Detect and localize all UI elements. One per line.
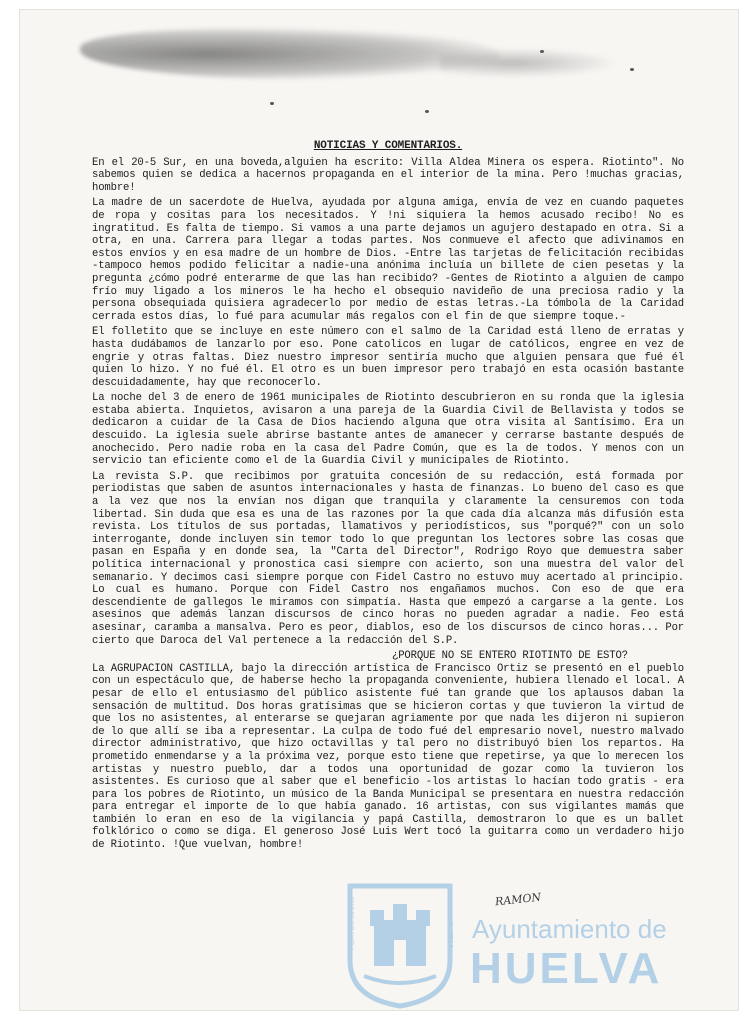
paragraph-errata: El folletito que se incluye en este número con el salmo de la Caridad está lleno de erratas y hasta dudábamos de lanzarlo por eso. Pone catolicos en lugar de católicos, engree en vez de engrie y otras faltas. Diez nuestro impresor sentiría mucho que alguien pensara que fué él quien lo hizo. Y no fué él. El otro es un buen impresor pero trabajó en esta ocasión bastante descuidadamente, hay que reconocerlo.	[92, 326, 684, 389]
document-title: NOTICIAS Y COMENTARIOS.	[313, 140, 463, 152]
shield-motto-right: CUSTODIA	[446, 920, 453, 957]
ayuntamiento-watermark	[340, 880, 700, 1010]
handwritten-signature: RAMON	[494, 890, 542, 909]
ink-speck	[540, 50, 544, 53]
document-body	[92, 140, 684, 855]
watermark-line1: Ayuntamiento de	[472, 914, 667, 944]
ink-smudge-top	[80, 28, 500, 80]
paragraph-agrupacion-castilla: La AGRUPACION CASTILLA, bajo la dirección artística de Francisco Ortiz se presentó en el pueblo con un espectáculo que, de haberse hecho la propaganda conveniente, hubiera llenado el local. A pesar de ello el entusiasmo del público asistente fué tan grande que los aplausos daban la sensación de multitud. Dos horas gratísimas que se hicieron cortas y que tuvieron la virtud de que los no asistentes, al enterarse se quejaran agriamente por que nada les dijeron ni supieron de lo que allí se iba a representar. La culpa de todo fué del empresario novel, nuestro malvado director administrativo, que hizo octavillas y tal pero no distribuyó bien los repartos. Ha prometido enmendarse y a la próxima vez, porque esto tiene que repetirse, ya que lo merecen los artistas y nuestro pueblo, dar a todos una oportunidad de gozar como la tuvieron los asistentes. Es curioso que al saber que el beneficio -los artistas lo hacían todo gratis - era para los pobres de Riotinto, un músico de la Banda Municipal se presentara en nuestra redacción para entregar el importe de lo que había ganado. 16 artistas, con sus vigilantes mamás que también lo eran en eso de la vigilancia y papá Castilla, demostraron lo que es un ballet folklórico o como se diga. El generoso José Luis Wert tocó la guitarra como un verdadero hijo de Riotinto. !Que vuelvan, hombre!	[92, 662, 684, 852]
huelva-shield-icon	[340, 880, 460, 1010]
paragraph-graffiti: En el 20-5 Sur, en una boveda,alguien ha escrito: Villa Aldea Minera os espera. Riotinto". No sabemos quien se dedica a hacernos propaganda en el interior de la mina. Pero !muchas gracias, hombre!	[92, 156, 684, 194]
ink-speck	[630, 68, 634, 71]
watermark-line2: HUELVA	[470, 944, 663, 993]
ink-speck	[270, 102, 274, 105]
section-subheading: ¿PORQUE NO SE ENTERO RIOTINTO DE ESTO?	[392, 650, 628, 663]
shield-motto-left: PORTUS MARIS	[349, 896, 356, 950]
ink-speck	[425, 110, 429, 113]
ink-smudge-secondary	[440, 48, 620, 78]
paragraph-donations: La madre de un sacerdote de Huelva, ayudada por alguna amiga, envía de vez en cuando paquetes de ropa y cositas para los necesitados. Y !ni siquiera la hemos acusado recibo! No es ingratitud. Es falta de tiempo. Si vamos a una parte dejamos un agujero destapado en otra. Si a otra, en una. Carrera para llegar a todas partes. Nos conmueve el afecto que adivinamos en estos envíos y en esa madre de un hombre de Dios. -Entre las tarjetas de felicitación recibidas -tampoco hemos podido felicitar a nadie-una anónima incluía un billete de cien pesetas y la pregunta ¿cómo podré enterarme de que las han recibido? -Gentes de Riotinto a alguien de campo frío muy ligado a los mineros le ha hecho el obsequio navideño de una preciosa radio y la persona obsequiada quisiera agradecerlo por medio de estas letras.-La tómbola de la Caridad cerrada estos días, lo fué para acumular más regalos con el fin de que siempre toque.-	[92, 197, 684, 323]
paragraph-sp-magazine: La revista S.P. que recibimos por gratuita concesión de su redacción, está formada por periodistas que saben de asuntos internacionales y hasta de finanzas. Lo bueno del caso es que a la vez que nos la envían nos digan que tranquila y claramente la censuremos con toda libertad. Sin duda que esa es una de las razones por la que cada día alcanza más difusión esta revista. Los títulos de sus portadas, llamativos y periodísticos, sus "porqué?" con un solo interrogante, donde incluyen sin temor todo lo que preguntan los lectores sobre las cosas que pasan en España y en donde sea, la "Carta del Director", Rodrigo Royo que demuestra saber política internacional y pronostica casi siempre con acierto, son una muestra del valor del semanario. Y decimos casi siempre porque con Fidel Castro no estuvo muy acertado al principio. Lo cual es humano. Porque con Fidel Castro nos engañamos muchos. Con eso de que era descendiente de gallegos le miramos con simpatía. Hasta que empezó a cargarse a la gente. Los asesinos que además lanzan discursos de cinco horas no pueden agradar a nadie. Feo está asesinar, caramba a mansalva. Pero es peor, diablos, eso de los discursos de cinco horas... Por cierto que Daroca del Val pertenece a la redacción del S.P.	[92, 470, 684, 647]
paragraph-church-open: La noche del 3 de enero de 1961 municipales de Riotinto descubrieron en su ronda que la iglesia estaba abierta. Inquietos, avisaron a una pareja de la Guardia Civil de Bellavista y todos se dedicaron a cuidar de la Casa de Dios haciendo alguna que otra visita al Santísimo. Era un descuido. La iglesia suele abrirse bastante antes de amanecer y cerrarse bastante después de anochecido. Pero nadie roba en la casa del Padre Común, que es la de todos. Y menos con un servicio tan eficiente como el de la Guardia Civil y municipales de Riotinto.	[92, 392, 684, 468]
